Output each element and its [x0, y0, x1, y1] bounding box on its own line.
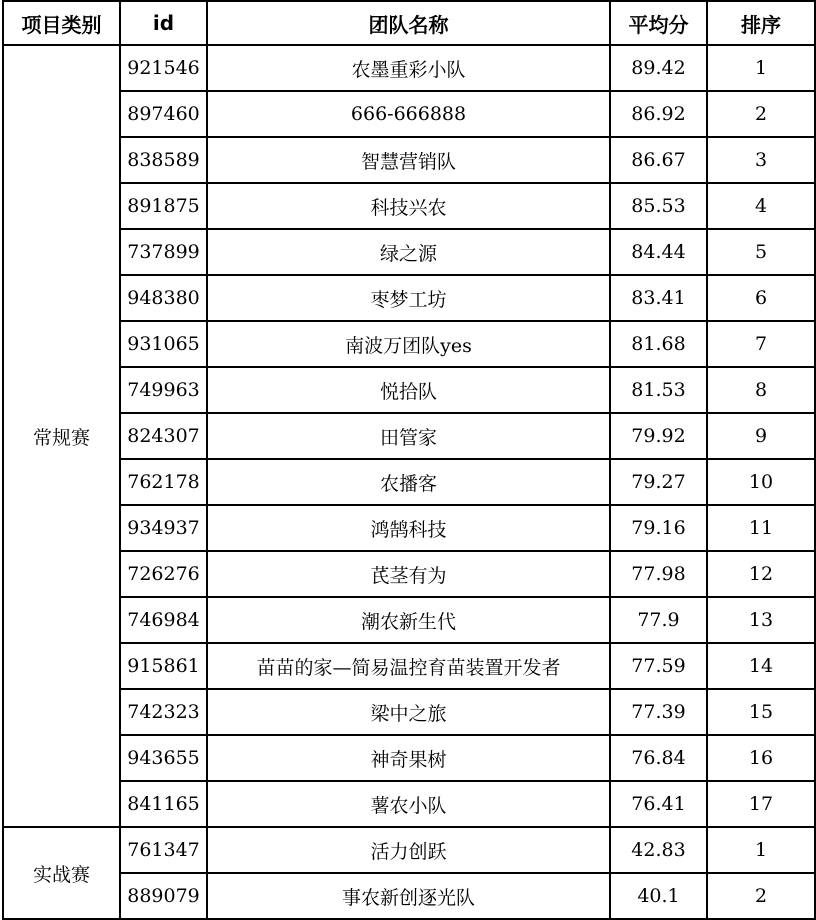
team-name-cell: 绿之源: [207, 229, 610, 275]
average-score-cell: 77.9: [610, 597, 707, 643]
average-score-cell: 81.53: [610, 367, 707, 413]
rank-cell: 5: [707, 229, 815, 275]
team-id-cell: 824307: [120, 413, 207, 459]
table-row: [3, 321, 815, 367]
team-id-cell: 921546: [120, 45, 207, 91]
team-id-cell: 948380: [120, 275, 207, 321]
rank-cell: 17: [707, 781, 815, 827]
team-name-cell: 薯农小队: [207, 781, 610, 827]
header-row: [3, 1, 815, 45]
team-name-cell: 芪茎有为: [207, 551, 610, 597]
team-name-cell: 梁中之旅: [207, 689, 610, 735]
average-score-cell: 76.84: [610, 735, 707, 781]
team-name-cell: 科技兴农: [207, 183, 610, 229]
results-table: [2, 0, 816, 920]
team-name-cell: 潮农新生代: [207, 597, 610, 643]
team-id-cell: 726276: [120, 551, 207, 597]
team-id-cell: 891875: [120, 183, 207, 229]
rank-cell: 9: [707, 413, 815, 459]
header-category: 项目类别: [3, 1, 120, 45]
team-name-cell: 农播客: [207, 459, 610, 505]
table-row: [3, 413, 815, 459]
average-score-cell: 77.59: [610, 643, 707, 689]
team-id-cell: 931065: [120, 321, 207, 367]
rank-cell: 11: [707, 505, 815, 551]
table-row: [3, 367, 815, 413]
rank-cell: 6: [707, 275, 815, 321]
rank-cell: 3: [707, 137, 815, 183]
team-name-cell: 悦拾队: [207, 367, 610, 413]
team-id-cell: 841165: [120, 781, 207, 827]
table-row: [3, 91, 815, 137]
average-score-cell: 86.67: [610, 137, 707, 183]
average-score-cell: 79.27: [610, 459, 707, 505]
average-score-cell: 77.39: [610, 689, 707, 735]
team-id-cell: 934937: [120, 505, 207, 551]
team-id-cell: 746984: [120, 597, 207, 643]
team-name-cell: 鸿鹄科技: [207, 505, 610, 551]
rank-cell: 14: [707, 643, 815, 689]
table-row: [3, 45, 815, 91]
team-id-cell: 915861: [120, 643, 207, 689]
team-name-cell: 智慧营销队: [207, 137, 610, 183]
category-cell: 实战赛: [3, 827, 120, 919]
team-name-cell: 666-666888: [207, 91, 610, 137]
team-name-cell: 枣梦工坊: [207, 275, 610, 321]
rank-cell: 7: [707, 321, 815, 367]
team-name-cell: 事农新创逐光队: [207, 873, 610, 919]
average-score-cell: 85.53: [610, 183, 707, 229]
table-row: [3, 459, 815, 505]
team-name-cell: 苗苗的家—简易温控育苗装置开发者: [207, 643, 610, 689]
rank-cell: 2: [707, 873, 815, 919]
team-name-cell: 田管家: [207, 413, 610, 459]
rank-cell: 1: [707, 45, 815, 91]
team-name-cell: 活力创跃: [207, 827, 610, 873]
table-row: [3, 551, 815, 597]
average-score-cell: 76.41: [610, 781, 707, 827]
table-row: [3, 137, 815, 183]
team-id-cell: 897460: [120, 91, 207, 137]
table-row: [3, 229, 815, 275]
header-id: id: [120, 1, 207, 45]
table-row: [3, 643, 815, 689]
table-row: [3, 827, 815, 873]
average-score-cell: 89.42: [610, 45, 707, 91]
average-score-cell: 40.1: [610, 873, 707, 919]
table-row: [3, 735, 815, 781]
table-row: [3, 873, 815, 919]
team-name-cell: 神奇果树: [207, 735, 610, 781]
rank-cell: 15: [707, 689, 815, 735]
table-header: [3, 1, 815, 45]
average-score-cell: 84.44: [610, 229, 707, 275]
average-score-cell: 79.16: [610, 505, 707, 551]
rank-cell: 2: [707, 91, 815, 137]
team-id-cell: 943655: [120, 735, 207, 781]
average-score-cell: 81.68: [610, 321, 707, 367]
header-rank: 排序: [707, 1, 815, 45]
team-id-cell: 742323: [120, 689, 207, 735]
average-score-cell: 83.41: [610, 275, 707, 321]
rank-cell: 4: [707, 183, 815, 229]
table-row: [3, 781, 815, 827]
table-row: [3, 275, 815, 321]
average-score-cell: 77.98: [610, 551, 707, 597]
average-score-cell: 42.83: [610, 827, 707, 873]
category-cell: 常规赛: [3, 45, 120, 827]
rank-cell: 8: [707, 367, 815, 413]
rank-cell: 1: [707, 827, 815, 873]
header-average-score: 平均分: [610, 1, 707, 45]
team-id-cell: 737899: [120, 229, 207, 275]
table-row: [3, 505, 815, 551]
average-score-cell: 86.92: [610, 91, 707, 137]
team-name-cell: 南波万团队yes: [207, 321, 610, 367]
team-id-cell: 762178: [120, 459, 207, 505]
header-team-name: 团队名称: [207, 1, 610, 45]
table-row: [3, 597, 815, 643]
rank-cell: 13: [707, 597, 815, 643]
team-id-cell: 761347: [120, 827, 207, 873]
team-id-cell: 749963: [120, 367, 207, 413]
team-name-cell: 农墨重彩小队: [207, 45, 610, 91]
rank-cell: 16: [707, 735, 815, 781]
rank-cell: 12: [707, 551, 815, 597]
team-id-cell: 838589: [120, 137, 207, 183]
team-id-cell: 889079: [120, 873, 207, 919]
table-body: [3, 45, 815, 919]
rank-cell: 10: [707, 459, 815, 505]
table-row: [3, 689, 815, 735]
average-score-cell: 79.92: [610, 413, 707, 459]
table-row: [3, 183, 815, 229]
